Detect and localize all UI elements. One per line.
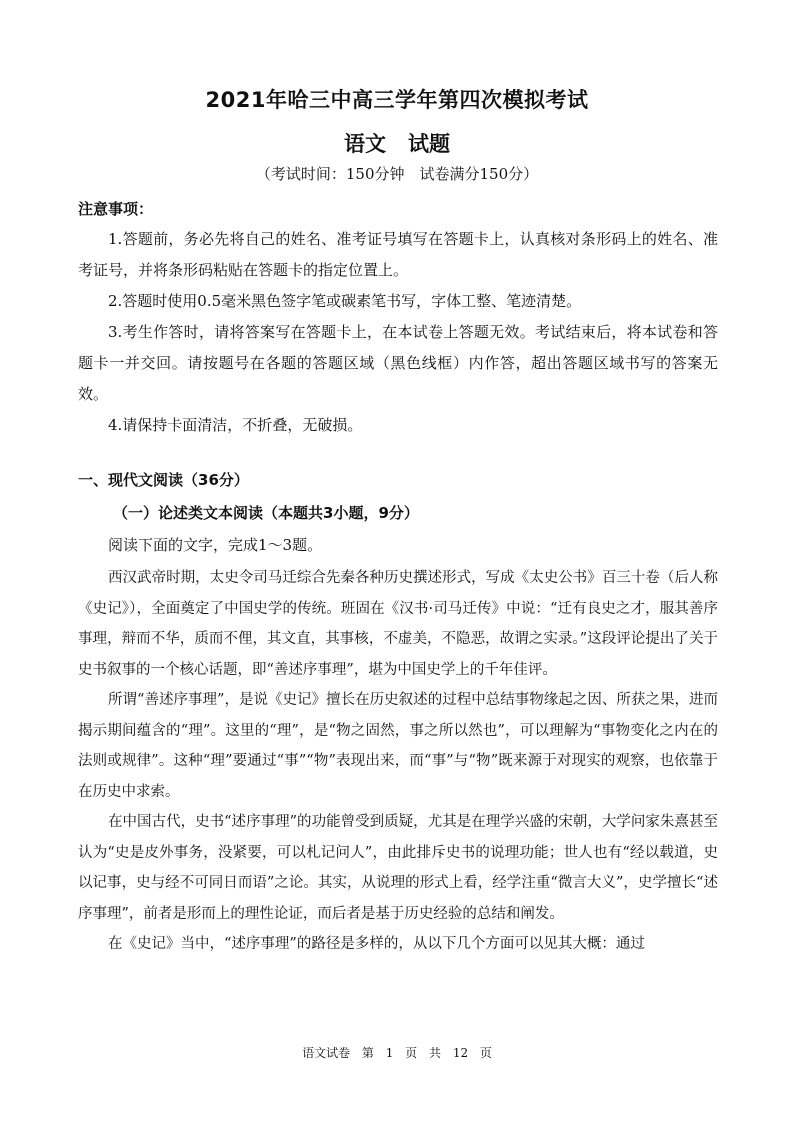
- reading-instruction: 阅读下面的文字，完成1～3题。: [108, 536, 323, 554]
- subsection-heading: （一）论述类文本阅读（本题共3小题，9分）: [113, 504, 419, 522]
- footer-total-pages: 共 12 页: [429, 1046, 492, 1060]
- exam-title: 2021年哈三中高三学年第四次模拟考试: [205, 88, 589, 112]
- passage-paragraph: 在《史记》当中，“述序事理”的路径是多样的，从以下几个方面可以见其大概：通过: [108, 936, 645, 952]
- passage-paragraph: 在中国古代，史书“述序事理”的功能曾受到质疑，尤其是在理学兴盛的宋朝，大学问家朱熹甚至认为“史是皮外事务，没紧要，可以札记问人”，由此排斥史书的说理功能；世人也有“经以载道，史以记事，史与经不可同日而语”之论。其实，从说理的形式上看，经学注重“微言大义”，史学擅长“述序事理”，前者是形而上的理性论证，而后者是基于历史经验的总结和阐发。: [78, 814, 718, 922]
- notes-heading: 注意事项：: [78, 200, 154, 218]
- note-item: 3.考生作答时，请将答案写在答题卡上，在本试卷上答题无效。考试结束后，将本试卷和答题卡一并交回。请按题号在各题的答题区域（黑色线框）内作答，超出答题区域书写的答案无效。: [78, 323, 718, 403]
- reading-passage: [78, 563, 718, 960]
- notes-list: [78, 224, 718, 441]
- passage-paragraph: 西汉武帝时期，太史令司马迁综合先秦各种历史撰述形式，写成《太史公书》百三十卷（后人称《史记》），全面奠定了中国史学的传统。班固在《汉书·司马迁传》中说：“迁有良史之才，服其善序事理，辩而不华，质而不俚，其文直，其事核，不虚美，不隐恶，故谓之实录。”这段评论提出了关于史书叙事的一个核心话题，即“善述序事理”，堪为中国史学上的千年佳评。: [78, 570, 718, 678]
- note-item: 4.请保持卡面清洁，不折叠，无破损。: [108, 416, 363, 434]
- reading-instruction-block: [78, 530, 718, 561]
- note-item: 2.答题时使用0.5毫米黑色签字笔或碳素笔书写，字体工整、笔迹清楚。: [108, 292, 582, 310]
- footer-subject: 语文试卷: [302, 1046, 351, 1060]
- page-footer: [0, 1044, 794, 1061]
- section-heading: 一、现代文阅读（36分）: [78, 471, 249, 489]
- subject-label: 语文: [344, 132, 386, 156]
- note-item: 1.答题前，务必先将自己的姓名、准考证号填写在答题卡上，认真核对条形码上的姓名、准考证号，并将条形码粘贴在答题卡的指定位置上。: [78, 230, 718, 279]
- passage-paragraph: 所谓“善述序事理”，是说《史记》擅长在历史叙述的过程中总结事物缘起之因、所获之果，进而揭示期间蕴含的“理”。这里的“理”，是“物之固然，事之所以然也”，可以理解为“事物变化之内在的法则或规律”。这种“理”要通过“事”“物”表现出来，而“事”与“物”既来源于对现实的观察，也依靠于在历史中求索。: [78, 692, 718, 800]
- footer-page-number: 第 1 页: [361, 1046, 418, 1060]
- exam-time-info: （考试时间：150分钟 试卷满分150分）: [255, 165, 539, 183]
- paper-subtitle: [0, 128, 794, 158]
- paper-label: 试题: [408, 132, 450, 156]
